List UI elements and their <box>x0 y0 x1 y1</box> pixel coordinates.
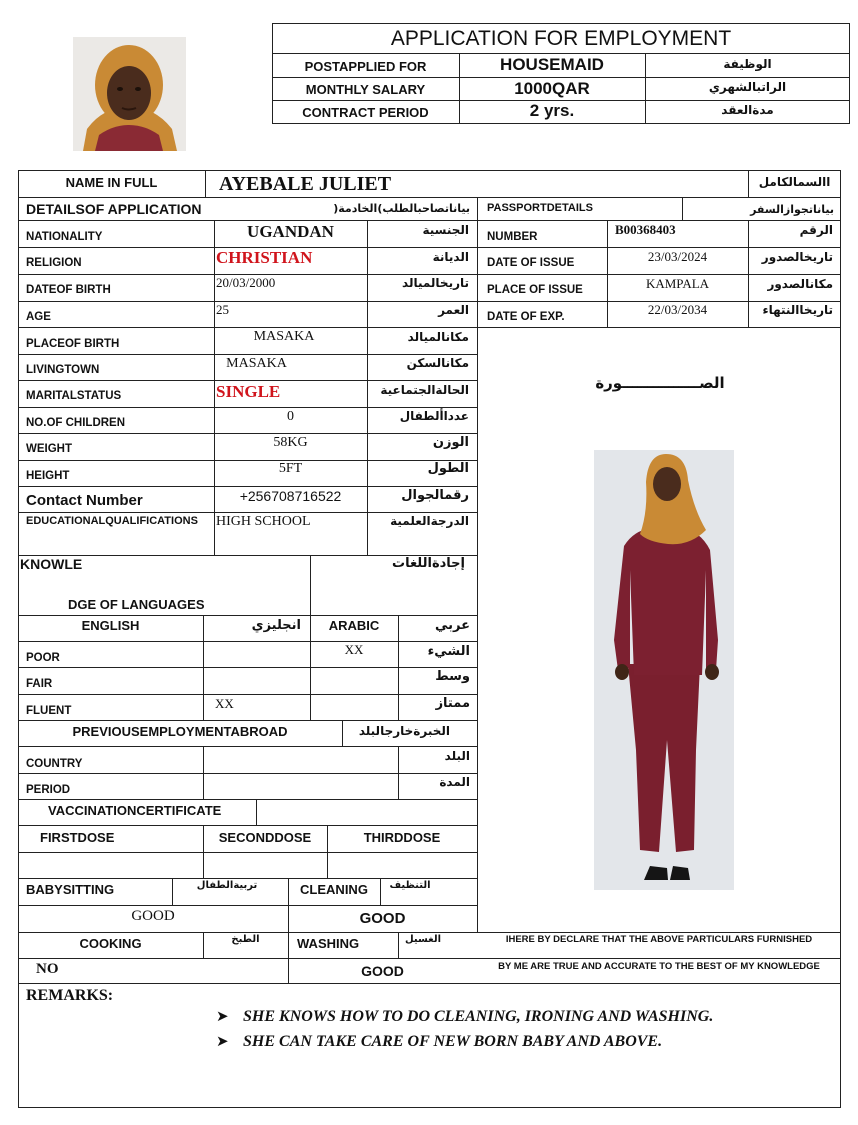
cooking-value: NO <box>36 961 59 977</box>
height-arabic: الطول <box>427 461 469 476</box>
name-label: NAME IN FULL <box>65 175 158 190</box>
cleaning-arabic: التنظيف <box>389 880 431 891</box>
monthly-salary-label: MONTHLY SALARY <box>305 82 426 97</box>
children-arabic: عدداألطفال <box>399 409 469 423</box>
age-value: 25 <box>216 302 229 317</box>
period-label: PERIOD <box>26 784 71 796</box>
contact-number-label: Contact Number <box>26 492 143 509</box>
issue-place-arabic: مكانالصدور <box>767 277 833 291</box>
weight-value: 58KG <box>273 435 308 450</box>
declaration-line1: IHERE BY DECLARE THAT THE ABOVE PARTICULARS FURNISHED <box>505 934 813 945</box>
applicant-portrait-photo <box>73 37 186 151</box>
lang-poor-label: POOR <box>26 652 60 664</box>
first-dose-label: FIRSTDOSE <box>40 830 115 845</box>
weight-label: WEIGHT <box>26 443 72 455</box>
details-title-arabic: بياناتصاحبالطلب)الخادمة( <box>333 202 470 215</box>
applicant-name: AYEBALE JULIET <box>219 173 392 195</box>
washing-label: WASHING <box>297 936 360 951</box>
expiry-date-arabic: تاريخاالنتهاء <box>762 303 833 317</box>
languages-title-arabic: إجادةاللغات <box>392 556 465 571</box>
issue-date-arabic: تاريخالصدور <box>761 250 833 264</box>
education-arabic: الدرجةالعلمية <box>390 514 469 528</box>
education-label: EDUCATIONALQUALIFICATIONS <box>26 515 198 527</box>
nationality-value: UGANDAN <box>247 222 334 241</box>
monthly-salary-value: 1000QAR <box>514 79 590 98</box>
marital-status-label: MARITALSTATUS <box>26 390 122 402</box>
lang-fluent-english: XX <box>215 696 234 711</box>
nationality-arabic: الجنسية <box>422 223 469 237</box>
marital-status-arabic: الحالةالجتماعية <box>380 383 469 397</box>
living-town-arabic: مكانالسكن <box>406 356 469 370</box>
cleaning-value: GOOD <box>359 910 406 927</box>
living-town-value: MASAKA <box>226 356 287 371</box>
passport-title-arabic: بياناتجوازالسفر <box>750 203 834 216</box>
dob-label: DATEOF BIRTH <box>26 284 111 296</box>
languages-title-part1: KNOWLE <box>20 556 83 572</box>
passport-title: PASSPORTDETAILS <box>487 202 593 214</box>
declaration-line2: BY ME ARE TRUE AND ACCURATE TO THE BEST OF MY KNOWLEDGE <box>498 961 820 972</box>
passport-number-arabic: الرقم <box>799 223 833 237</box>
cleaning-label: CLEANING <box>300 882 368 897</box>
post-applied-arabic: الوظيفة <box>723 57 772 71</box>
monthly-salary-arabic: الراتبالشهري <box>708 80 787 94</box>
country-arabic: البلد <box>444 749 470 763</box>
cooking-label: COOKING <box>79 936 142 951</box>
issue-date-value: 23/03/2024 <box>647 249 708 264</box>
applicant-full-body-photo <box>594 450 734 890</box>
washing-arabic: الغسيل <box>404 934 441 945</box>
cooking-arabic: الطبخ <box>231 934 260 945</box>
religion-value: CHRISTIAN <box>216 248 313 267</box>
passport-number-value: B00368403 <box>615 222 676 237</box>
place-of-birth-value: MASAKA <box>253 329 315 344</box>
contact-number-arabic: رقمالجوال <box>401 488 469 503</box>
babysitting-arabic: تربيةالطفال <box>196 880 258 891</box>
lang-fair-label: FAIR <box>26 678 53 690</box>
page-title: APPLICATION FOR EMPLOYMENT <box>390 27 732 50</box>
english-header: ENGLISH <box>81 618 140 633</box>
previous-employment-title: PREVIOUSEMPLOYMENTABROAD <box>72 724 288 739</box>
place-of-birth-label: PLACEOF BIRTH <box>26 338 120 350</box>
vaccination-title: VACCINATIONCERTIFICATE <box>48 803 222 818</box>
arabic-header-arabic: عربي <box>434 618 470 633</box>
lang-fluent-label: FLUENT <box>26 705 72 717</box>
children-value: 0 <box>287 409 294 424</box>
height-label: HEIGHT <box>26 470 70 482</box>
babysitting-value: GOOD <box>131 908 175 924</box>
babysitting-label: BABYSITTING <box>26 882 115 897</box>
issue-place-label: PLACE OF ISSUE <box>487 284 583 296</box>
arrow-bullet-icon: ➤ <box>216 1033 229 1050</box>
living-town-label: LIVINGTOWN <box>26 364 100 376</box>
issue-place-value: KAMPALA <box>645 276 710 291</box>
expiry-date-value: 22/03/2034 <box>647 302 708 317</box>
lang-fair-ar-label: وسط <box>435 669 470 684</box>
issue-date-label: DATE OF ISSUE <box>487 257 575 269</box>
photo-caption: الصـــــــــــــــورة <box>595 374 725 392</box>
marital-status-value: SINGLE <box>216 382 281 401</box>
dob-arabic: تاريخالميالد <box>402 276 469 290</box>
age-arabic: العمر <box>438 303 469 317</box>
remark-item-2: SHE CAN TAKE CARE OF NEW BORN BABY AND ABOVE. <box>243 1033 663 1050</box>
weight-arabic: الوزن <box>432 435 469 450</box>
post-applied-label: POSTAPPLIED FOR <box>304 59 427 74</box>
remark-item-1: SHE KNOWS HOW TO DO CLEANING, IRONING AND WASHING. <box>243 1008 714 1025</box>
height-value: 5FT <box>278 461 303 476</box>
lang-poor-ar-label: الشيء <box>427 644 470 659</box>
children-label: NO.OF CHILDREN <box>26 417 126 429</box>
contract-period-arabic: مدةالعقد <box>721 103 774 117</box>
expiry-date-label: DATE OF EXP. <box>487 311 565 323</box>
age-label: AGE <box>26 311 51 323</box>
country-label: COUNTRY <box>26 758 83 770</box>
contract-period-value: 2 yrs. <box>529 101 575 120</box>
lang-poor-arabic: XX <box>344 642 364 657</box>
washing-value: GOOD <box>361 963 404 979</box>
passport-number-label: NUMBER <box>487 231 538 243</box>
details-title: DETAILSOF APPLICATION <box>26 201 202 217</box>
remarks-title: REMARKS: <box>26 987 114 1004</box>
contact-number-value: +256708716522 <box>239 488 342 504</box>
languages-title-part2: DGE OF LANGUAGES <box>68 597 205 612</box>
arrow-bullet-icon: ➤ <box>216 1008 229 1025</box>
place-of-birth-arabic: مكانالميالد <box>407 330 469 344</box>
name-arabic: االسمالكامل <box>758 175 831 189</box>
nationality-label: NATIONALITY <box>26 231 103 243</box>
religion-label: RELIGION <box>26 257 82 269</box>
post-applied-value: HOUSEMAID <box>500 55 604 74</box>
education-value: HIGH SCHOOL <box>216 514 311 529</box>
second-dose-label: SECONDDOSE <box>218 830 312 845</box>
period-arabic: المدة <box>439 775 470 789</box>
previous-employment-arabic: الخبرةخارجالبلد <box>358 724 450 738</box>
english-header-arabic: انجليزي <box>251 618 301 633</box>
religion-arabic: الديانة <box>432 250 469 264</box>
arabic-header: ARABIC <box>328 618 380 633</box>
contract-period-label: CONTRACT PERIOD <box>302 105 429 120</box>
third-dose-label: THIRDDOSE <box>363 830 441 845</box>
dob-value: 20/03/2000 <box>216 275 276 290</box>
lang-fluent-ar-label: ممتاز <box>435 696 470 711</box>
